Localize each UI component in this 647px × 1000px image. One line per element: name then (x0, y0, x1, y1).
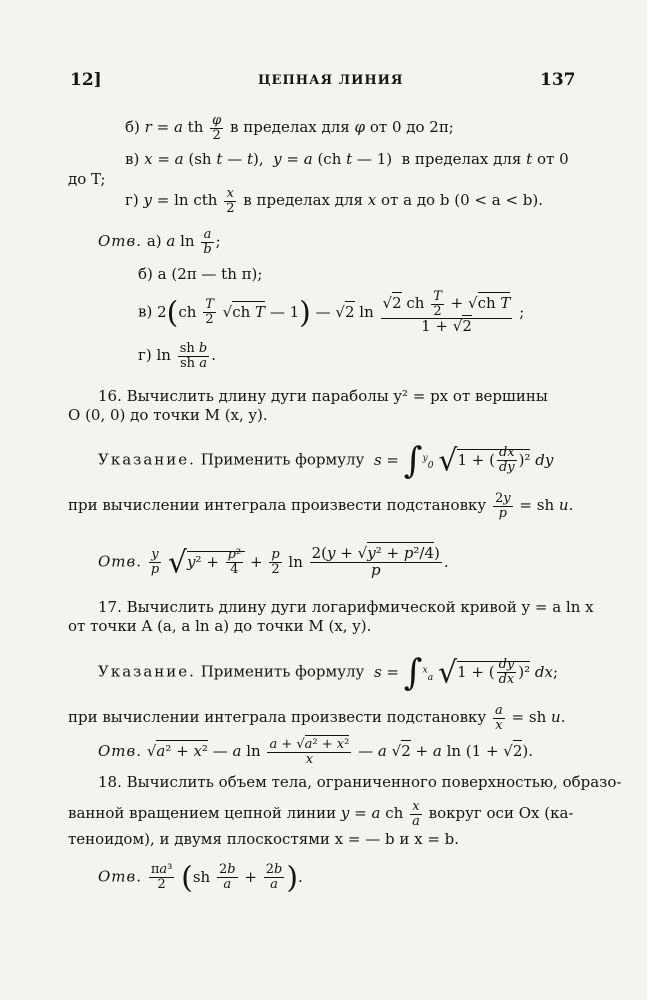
formula: $\frac{y}{p}$ √y² + $\frac{\text{p²}}{4}$ + $\frac{p}{2}$ ln $\frac{\text{2(y + √y² + p²/4)}}{p}$ . (150, 544, 449, 580)
answer-v-label: в) (138, 302, 153, 321)
problem-g: г) y = ln cth $\frac{x}{2}$ в пределах для x от a до b (0 < a < b). (125, 186, 543, 216)
formula: x = a (sh t — t), y = a (ch t — 1) (144, 150, 393, 168)
problem-16-answer (98, 545, 449, 580)
problem-18-answer (98, 860, 303, 895)
substitution-text: при вычислении интеграла произвести подстановку (68, 496, 487, 515)
formula: 2(ch $\frac{T}{2}$ √ch T — 1) — √2 ln √2 ch $\frac{T}{2}$ + √ch T 1 + √2 ; (157, 289, 525, 336)
problem-g-range: в пределах для (243, 191, 363, 210)
answer-marker: Отв. (98, 867, 143, 886)
formula: s = ∫$^y_0$ √1 + ( $\frac{dx}{dy}$ )² dy (373, 440, 554, 481)
hint-text: Применить формулу (200, 450, 365, 469)
problem-16-line-1: 16. Вычислить длину дуги параболы y² = px от вершины (98, 387, 548, 405)
formula: s = ∫$^x_a$ √1 + ( $\frac{dy}{dx}$ )² dx; (373, 652, 559, 693)
substitution-text: при вычислении интеграла произвести подстановку (68, 708, 487, 727)
problem-16-hint (98, 440, 553, 481)
problem-16-line-2: O (0, 0) до точки M (x, y). (68, 406, 268, 424)
hint-word: Указание. (98, 450, 196, 469)
formula: ln $\frac{\text{sh b}}{\text{sh a}}$ . (156, 341, 217, 371)
formula: $\frac{2y}{p}$ = sh u. (495, 491, 574, 521)
problem-v-to: до T; (68, 170, 106, 188)
problem-v: в) x = a (sh t — t), y = a (ch t — 1) в пределах для t от 0 (125, 150, 569, 168)
problem-b-range: в пределах для (230, 118, 350, 137)
problem-16-substitution (68, 492, 573, 520)
hint-text: Применить формулу (200, 662, 365, 681)
answer-v (138, 290, 524, 335)
answer-b-expr: a (2π — th π); (157, 265, 263, 283)
answer-a-label: а) (146, 232, 162, 251)
problem-g-from: от a до b (0 < a < b). (381, 191, 543, 210)
problem-17-answer (98, 738, 533, 766)
formula: r = a th $\frac{\varphi}{2}$ (144, 113, 222, 143)
problem-18-text-2a: ванной вращением цепной линии (68, 804, 337, 823)
answer-a (98, 228, 221, 256)
answer-g (138, 342, 216, 370)
problem-v-range: в пределах для (401, 150, 522, 168)
answer-b-label: б) (138, 265, 153, 283)
answer-g-label: г) (138, 346, 152, 365)
running-title: ЦЕПНАЯ ЛИНИЯ (258, 73, 404, 88)
formula: y = ln cth $\frac{x}{2}$ (143, 186, 235, 216)
problem-18-line-3: теноидом), и двумя плоскостями x = — b и x = b. (68, 830, 460, 848)
formula: y = a ch $\frac{x}{a}$ (340, 799, 420, 829)
answer-marker: Отв. (98, 742, 143, 761)
section-number: 12] (70, 70, 102, 90)
problem-17-substitution (68, 704, 565, 732)
answer-b (138, 265, 262, 283)
problem-b-label: б) (125, 118, 140, 137)
page-number: 137 (540, 70, 576, 90)
problem-17-hint (98, 652, 558, 693)
formula: √a² + x² — a ln $\frac{\text{a + √a² + x²}}{x}$ — a √2 + a ln (1 + √2). (146, 737, 534, 767)
problem-b-from: от 0 до 2π; (369, 118, 454, 137)
problem-17-line-1: 17. Вычислить длину дуги логарифмической кривой y = a ln x (98, 598, 594, 616)
answer-marker: Отв. (98, 552, 143, 571)
formula: $\frac{\text{πa³}}{2}$ (sh $\frac{2b}{a}$ + $\frac{2b}{a}$ ). (150, 860, 303, 895)
problem-18-line-2 (68, 800, 574, 828)
problem-v-label: в) (125, 150, 140, 168)
problem-g-label: г) (125, 191, 139, 210)
problem-18-text-2b: вокруг оси Ox (ка- (428, 804, 574, 823)
formula: $\frac{a}{x}$ = sh u. (495, 703, 566, 733)
problem-18-line-1: 18. Вычислить объем тела, ограниченного поверхностью, образо- (98, 773, 622, 791)
answer-marker: Отв. (98, 232, 143, 251)
problem-17-line-2: от точки A (a, a ln a) до точки M (x, y). (68, 617, 372, 635)
problem-b: б) r = a th $\frac{\varphi}{2}$ в пределах для φ от 0 до 2π; (125, 113, 454, 143)
problem-v-from: от 0 (536, 150, 569, 168)
formula: a ln $\frac{a}{b}$ ; (166, 227, 221, 257)
hint-word: Указание. (98, 662, 196, 681)
